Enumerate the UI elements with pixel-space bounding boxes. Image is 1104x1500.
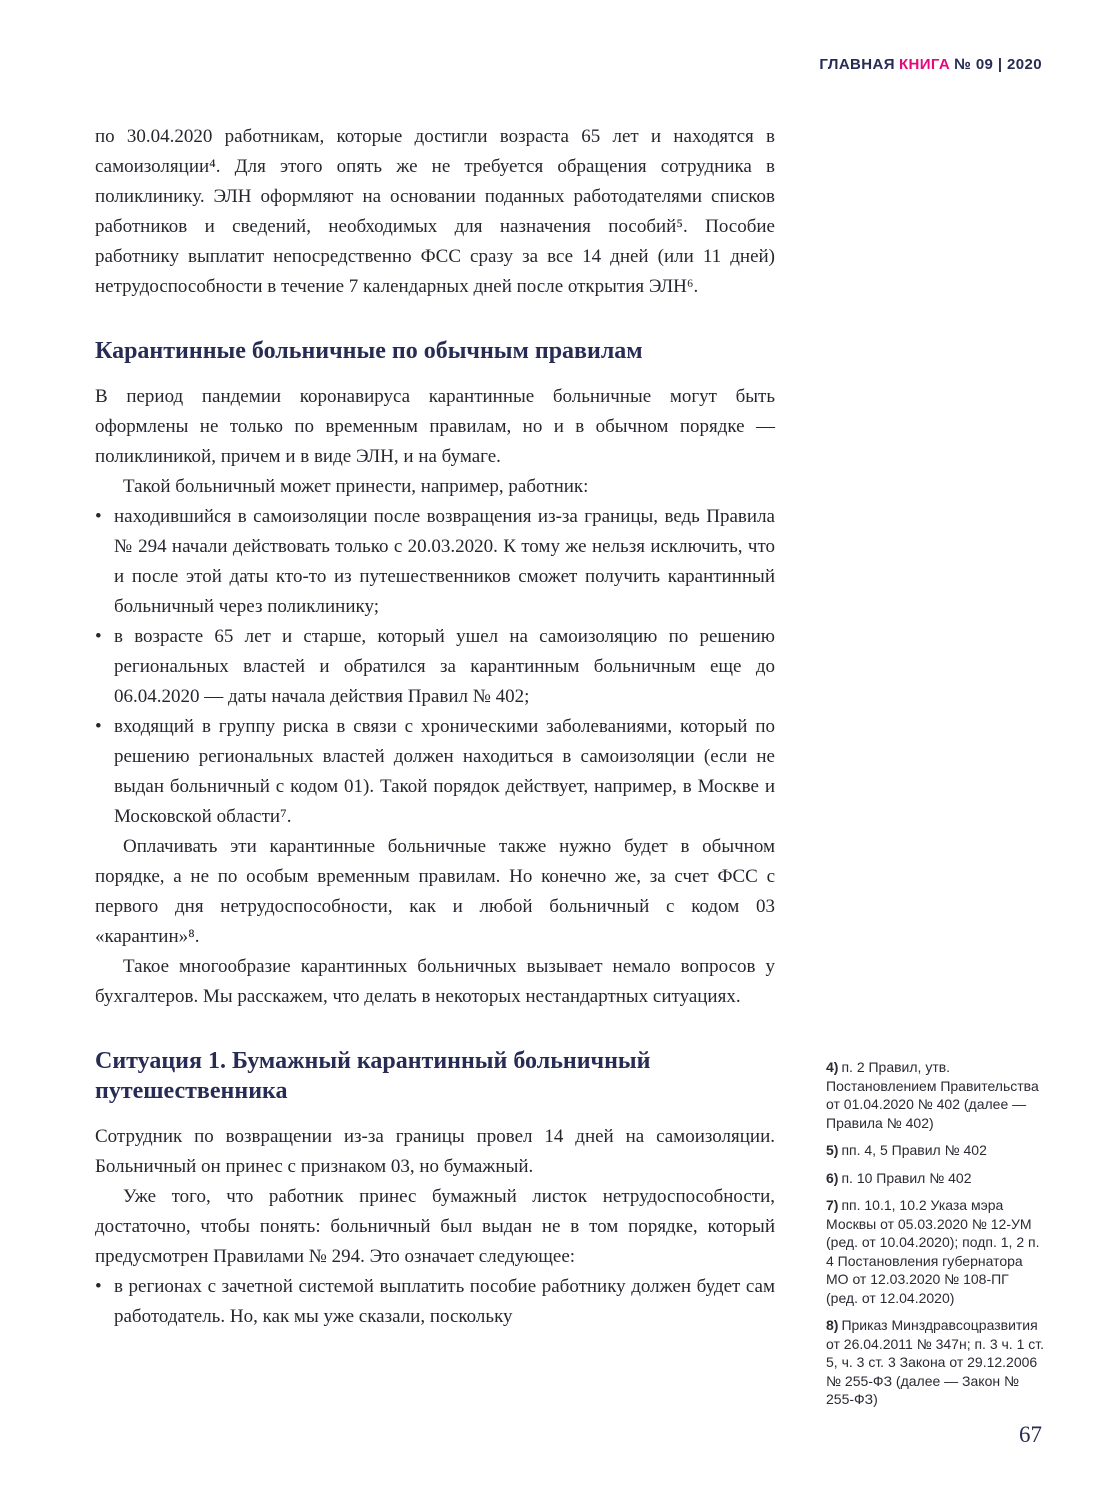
footnote-5 <box>826 1141 1044 1160</box>
lead-paragraph: по 30.04.2020 работникам, которые достигли возраста 65 лет и находятся в самоизоляции⁴. Для этого опять же не требуется обращения сотрудника в поликлинику. ЭЛН оформляют на основании поданных работодателями списков работников и сведений, необходимых для назначения пособий⁵. Пособие работнику выплатит непосредственно ФСС сразу за все 14 дней (или 11 дней) нетрудоспособности в течение 7 календарных дней после открытия ЭЛН⁶. <box>95 126 775 297</box>
list-item: • в регионах с зачетной системой выплатить пособие работнику должен будет сам работодатель. Но, как мы уже сказали, поскольку <box>95 1272 775 1332</box>
footnote-text: п. 2 Правил, утв. Постановлением Правительства от 01.04.2020 № 402 (далее — Правила № 402) <box>826 1059 1039 1131</box>
section-heading-quarantine-rules: Карантинные больничные по обычным правилам <box>95 338 643 364</box>
paragraph: В период пандемии коронавируса карантинные больничные могут быть оформлены не только по временным правилам, но и в обычном порядке — поликлиникой, причем и в виде ЭЛН, и на бумаге. <box>95 386 775 467</box>
footnote-text: Приказ Минздравсоцразвития от 26.04.2011 № 347н; п. 3 ч. 1 ст. 5, ч. 3 ст. 3 Закона от 29.12.2006 № 255-ФЗ (далее — Закон № 255-ФЗ) <box>826 1317 1045 1407</box>
footnote-number: 6) <box>826 1169 839 1186</box>
section-heading-situation-1: Ситуация 1. Бумажный карантинный больничный путешественника <box>95 1048 651 1104</box>
page-header <box>819 56 1042 73</box>
footnote-number: 8) <box>826 1317 839 1333</box>
list-item: • в возрасте 65 лет и старше, который ушел на самоизоляцию по решению региональных властей и обратился за карантинным больничным еще до 06.04.2020 — даты начала действия Правил № 402; <box>95 622 775 712</box>
paragraph: Такой больничный может принести, например, работник: <box>123 476 589 497</box>
bullet-list <box>95 1272 775 1332</box>
page-number: 67 <box>1019 1422 1042 1447</box>
issue-number: № 09 | 2020 <box>954 56 1042 73</box>
list-item: • находившийся в самоизоляции после возвращения из-за границы, ведь Правила № 294 начали действовать только с 20.03.2020. К тому же нельзя исключить, что и после этой даты кто-то из путешественников сможет получить карантинный больничный через поликлинику; <box>95 502 775 622</box>
brand-kniga: КНИГА <box>898 56 951 73</box>
paragraph: Сотрудник по возвращении из-за границы провел 14 дней на самоизоляции. Больничный он принес с признаком 03, но бумажный. <box>95 1126 775 1177</box>
footnote-7 <box>826 1196 1044 1307</box>
footnote-text: пп. 4, 5 Правил № 402 <box>841 1142 987 1158</box>
footnote-8 <box>826 1316 1044 1409</box>
article-body <box>95 122 775 1332</box>
footnote-text: п. 10 Правил № 402 <box>841 1169 972 1186</box>
paragraph: Уже того, что работник принес бумажный листок нетрудоспособности, достаточно, чтобы понять: больничный был выдан не в том порядке, который предусмотрен Правилами № 294. Это означает следующее: <box>95 1186 775 1267</box>
paragraph: Оплачивать эти карантинные больничные также нужно будет в обычном порядке, а не по особым временным правилам. Но конечно же, за счет ФСС с первого дня нетрудоспособности, как и любой больничный с кодом 03 «карантин»⁸. <box>95 836 775 947</box>
footnote-number: 5) <box>826 1142 839 1158</box>
footnote-4 <box>826 1058 1044 1132</box>
footnote-text: пп. 10.1, 10.2 Указа мэра Москвы от 05.03.2020 № 12-УМ (ред. от 10.04.2020); подп. 1, 2 п. 4 Постановления губернатора МО от 12.03.2020 № 108-ПГ (ред. от 12.04.2020) <box>826 1197 1040 1306</box>
footnote-number: 4) <box>826 1059 839 1075</box>
footnotes-sidebar <box>826 1058 1044 1418</box>
bullet-list <box>95 502 775 832</box>
list-item: • входящий в группу риска в связи с хроническими заболеваниями, который по решению региональных властей должен находиться в самоизоляции (если не выдан больничный с кодом 01). Такой порядок действует, например, в Москве и Московской области⁷. <box>95 712 775 832</box>
brand-glavnaya: ГЛАВНАЯ <box>819 56 895 73</box>
footnote-6 <box>826 1169 1044 1188</box>
footnote-number: 7) <box>826 1197 839 1213</box>
paragraph: Такое многообразие карантинных больничных вызывает немало вопросов у бухгалтеров. Мы расскажем, что делать в некоторых нестандартных ситуациях. <box>95 956 775 1007</box>
